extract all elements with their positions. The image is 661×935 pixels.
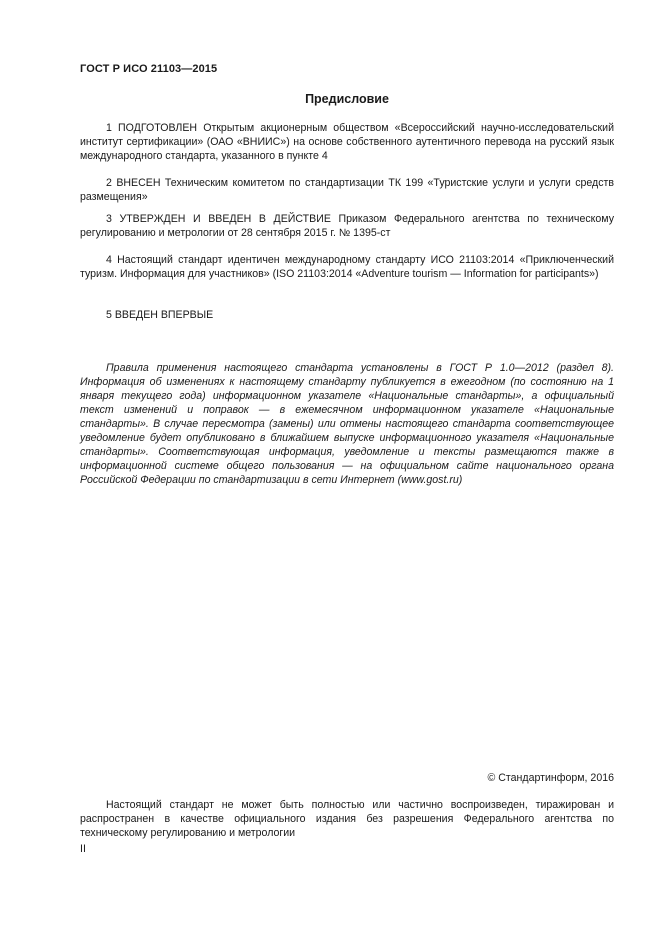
copyright-line: © Стандартинформ, 2016 (487, 772, 614, 784)
preface-item-4: 4 Настоящий стандарт идентичен международному стандарту ИСО 21103:2014 «Приключенческий туризм. Информация для участников» (ISO 21103:2014 «Adventure tourism — Information for participants») (80, 254, 614, 280)
preface-item-3: 3 УТВЕРЖДЕН И ВВЕДЕН В ДЕЙСТВИЕ Приказом Федерального агентства по техническому регулированию и метрологии от 28 сентября 2015 г. № 1395-ст (80, 213, 614, 239)
reproduction-notice: Настоящий стандарт не может быть полностью или частично воспроизведен, тиражирован и распространен в качестве официального издания без разрешения Федерального агентства по техническому регулированию и метрологии (80, 799, 614, 839)
preface-item-1: 1 ПОДГОТОВЛЕН Открытым акционерным обществом «Всероссийский научно-исследовательский институт сертификации» (ОАО «ВНИИС») на основе собственного аутентичного перевода на русский язык международного стандарта, указанного в пункте 4 (80, 122, 614, 162)
preface-item-2: 2 ВНЕСЕН Техническим комитетом по стандартизации ТК 199 «Туристские услуги и услуги средств размещения» (80, 177, 614, 203)
preface-item-5: 5 ВВЕДЕН ВПЕРВЫЕ (106, 309, 214, 321)
page-number: II (80, 843, 86, 855)
application-notice: Правила применения настоящего стандарта установлены в ГОСТ Р 1.0—2012 (раздел 8). Информация об изменениях к настоящему стандарту публикуется в ежегодном (по состоянию на 1 января текущего года) информационном указателе «Национальные стандарты», а официальный текст изменений и поправок — в ежемесячном информационном указателе «Национальные стандарты». В случае пересмотра (замены) или отмены настоящего стандарта соответствующее уведомление будет опубликовано в ближайшем выпуске информационного указателя «Национальные стандарты». Соответствующая информация, уведомление и тексты размещаются также в информационной системе общего пользования — на официальном сайте национального органа Российской Федерации по стандартизации в сети Интернет (www.gost.ru) (80, 362, 614, 486)
page-title: Предисловие (305, 92, 389, 106)
document-header: ГОСТ Р ИСО 21103—2015 (80, 63, 218, 75)
